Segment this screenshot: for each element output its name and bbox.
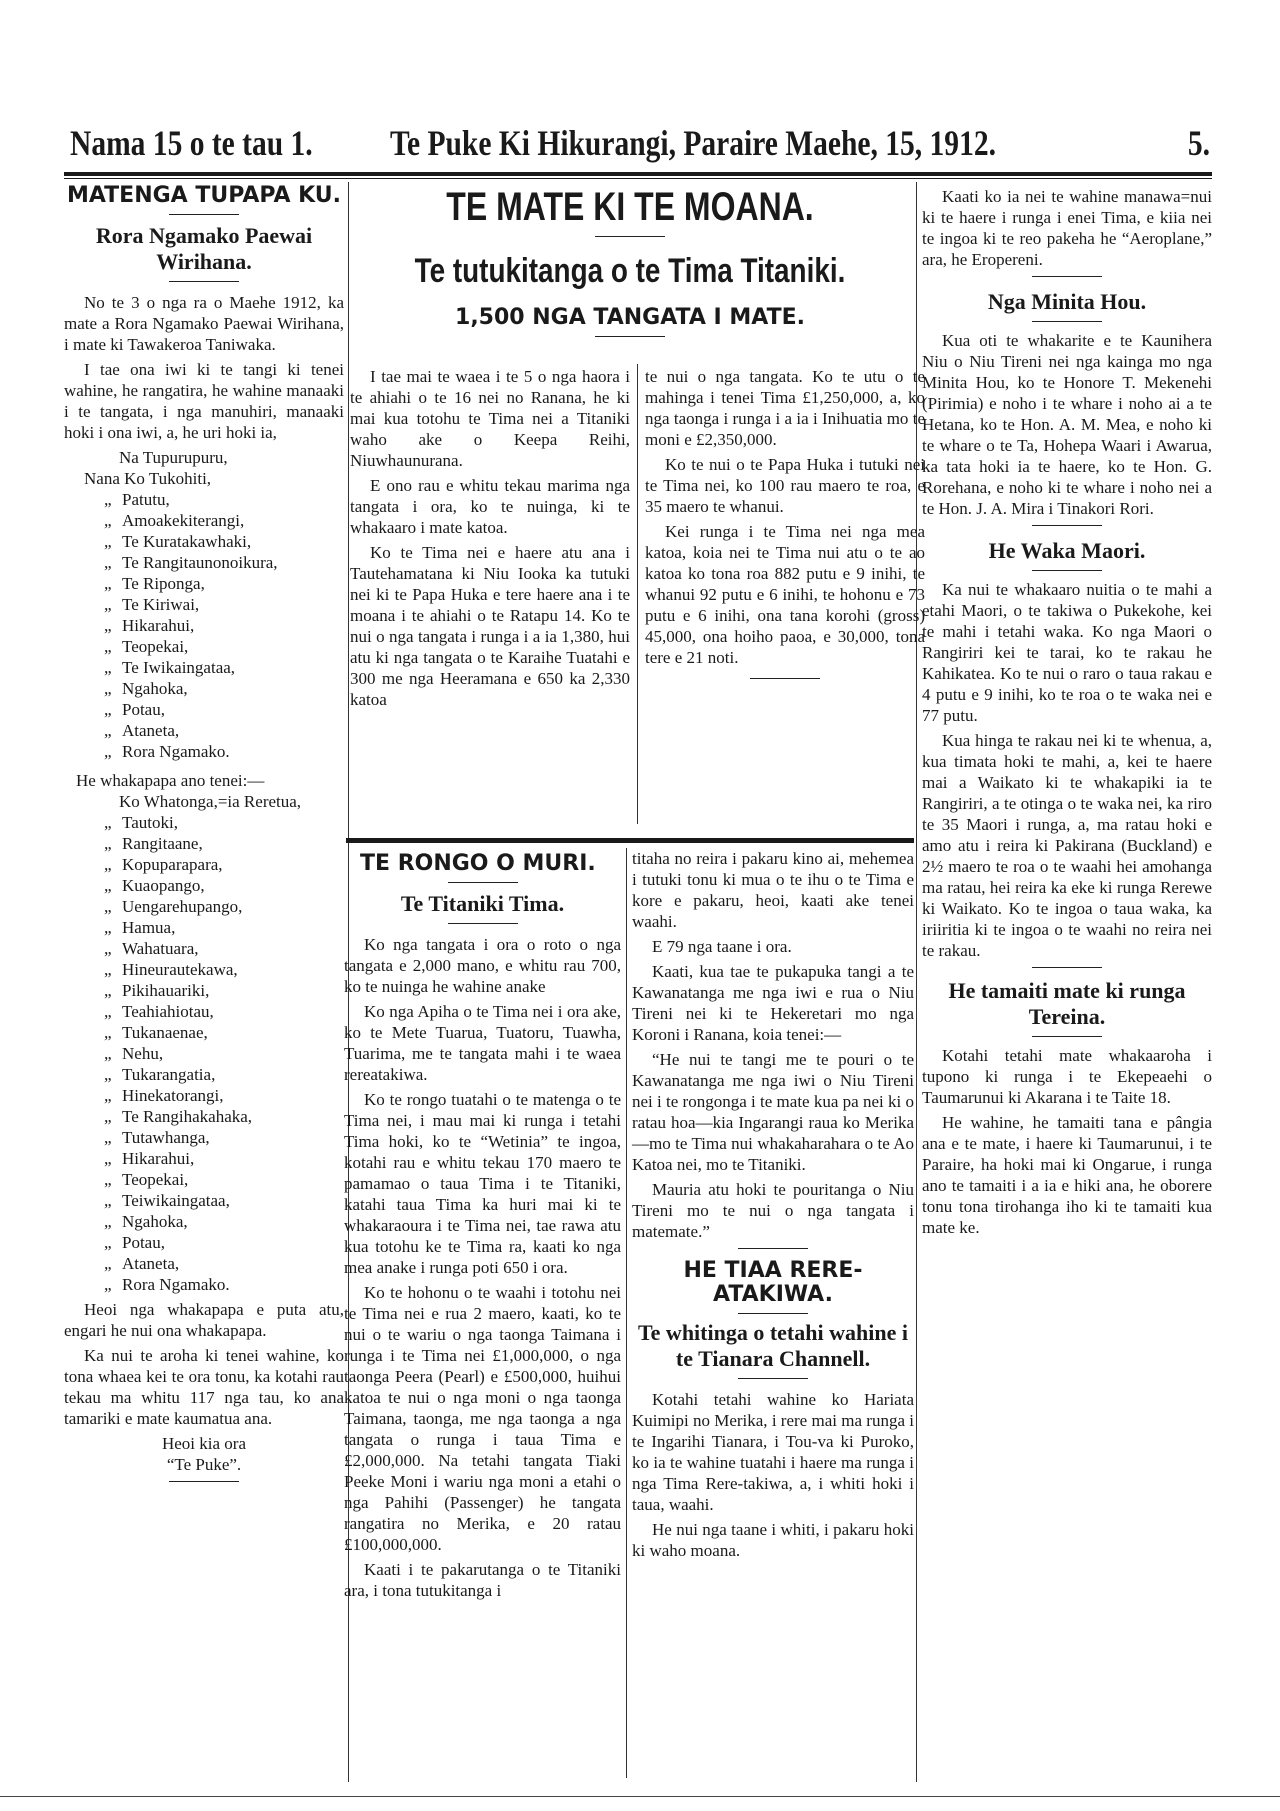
page-number: 5. bbox=[1187, 123, 1210, 163]
lineage-line bbox=[64, 1232, 344, 1253]
lineage-line bbox=[64, 980, 344, 1001]
lineage-line bbox=[64, 1253, 344, 1274]
ancestor-name: Teopekai, bbox=[122, 1170, 189, 1189]
te-rongo-column bbox=[344, 848, 621, 1605]
story-paragraph: Kua oti te whakarite e te Kaunihera Niu o Niu Tireni nei nga kainga mo nga Minita Hou, ko te Honore T. Mekenehi (Pirimia) e noho i te whare i noho ai a te Hetana, ko te Hon. A. M. Mea, e noho ki te whare o te Ta, Hohepa Waari i Awarua, ka tata hoki ia te haere, ko te Hon. G. Rorehana, e noho ki te whare i noho nei a te Hon. J. A. Mira i Tinakori Rori. bbox=[922, 331, 1212, 518]
ditto-mark: „ bbox=[104, 742, 112, 761]
he-tiaa-heading: HE TIAA RERE-ATAKIWA. bbox=[683, 1258, 863, 1307]
ditto-mark: „ bbox=[104, 876, 112, 895]
te-rongo-continued-column bbox=[632, 848, 914, 1565]
obituary-paragraph: No te 3 o nga ra o Maehe 1912, ka mate a Rora Ngamako Paewai Wirihana, i mate ki Tawakeroa Taniwaka. bbox=[64, 293, 344, 354]
story-paragraph: Kua hinga te rakau nei ki te whenua, a, kua timata hoki te mahi, a, kei te haere mai a Waikato ki te whakapiki ia te Rangiriri, a te otinga o te waka nei, ka riro te 35 Maori i runga, a, ma ratau hoki e amo atu i reira ki Pakirana (Buckland) e 2½ maero te roa o te waahi hei amohanga ma ratau, hei reira ka eke ki runga Rerewe ki Waikato. Ko te ingoa o taua waka, ka iriiritia ki te ingoa o te waahi no reira nei te rakau. bbox=[922, 731, 1212, 960]
story-paragraph: Kotahi tetahi wahine ko Hariata Kuimipi no Merika, i rere mai ma runga i te Ingarihi Tianara, i Tou-va ki Puroko, ko ia te wahine tuatahi i haere ma runga i nga Tima Rere-takiwa, a, i whiti hoki i taua, waahi. bbox=[632, 1390, 914, 1514]
ancestor-name: Teopekai, bbox=[122, 637, 189, 656]
lineage-line bbox=[64, 720, 344, 741]
lineage-line bbox=[64, 678, 344, 699]
ditto-mark: „ bbox=[104, 1086, 112, 1105]
lineage-line bbox=[64, 812, 344, 833]
story-paragraph: Ka nui te whakaaro nuitia o te mahi a etahi Maori, o te takiwa o Pukekohe, kei te mahi i tetahi waka. Ko nga Maori o Rangiriri kei te tarai, ko te rakau he Kahikatea. Ko te nui o raro o taua rakau e 4 putu e 9 inihi, ko te roa o te waka nei e 77 putu. bbox=[922, 580, 1212, 725]
newspaper-title-date: Te Puke Ki Hikurangi, Paraire Maehe, 15, 1912. bbox=[390, 123, 996, 163]
lineage-line bbox=[64, 636, 344, 657]
story-paragraph: E 79 nga taane i ora. bbox=[652, 937, 792, 956]
ditto-mark: „ bbox=[104, 490, 112, 509]
divider bbox=[738, 1378, 808, 1379]
ancestor-name: Hamua, bbox=[122, 918, 176, 937]
masthead-rule bbox=[64, 172, 1212, 176]
story-paragraph: Ko nga tangata i ora o roto o nga tangata e 2,000 mano, e whitu rau 700, ko te nuinga he wahine anake bbox=[344, 935, 621, 996]
lineage-line bbox=[64, 833, 344, 854]
lineage-line bbox=[64, 1085, 344, 1106]
ditto-mark: „ bbox=[104, 1170, 112, 1189]
minita-heading: Nga Minita Hou. bbox=[987, 289, 1147, 314]
obituary-subheading: Rora Ngamako Paewai Wirihana. bbox=[95, 223, 313, 274]
divider bbox=[1032, 321, 1102, 322]
divider bbox=[750, 678, 820, 679]
ditto-mark: „ bbox=[104, 595, 112, 614]
ancestor-name: Ngahoka, bbox=[122, 679, 188, 698]
ancestor-name: Rangitaane, bbox=[122, 834, 203, 853]
ancestor-name: Hikarahui, bbox=[122, 1149, 195, 1168]
tamaiti-heading: He tamaiti mate ki runga Tereina. bbox=[948, 978, 1186, 1029]
obituary-paragraph: Heoi nga whakapapa e puta atu, engari he nui ona whakapapa. bbox=[64, 1300, 344, 1340]
ancestor-name: Ngahoka, bbox=[122, 1212, 188, 1231]
ancestor-name: Uengarehupango, bbox=[122, 897, 243, 916]
lineage-line bbox=[64, 552, 344, 573]
lineage-line bbox=[64, 938, 344, 959]
ditto-mark: „ bbox=[104, 1128, 112, 1147]
divider bbox=[448, 923, 518, 924]
lineage-line bbox=[64, 657, 344, 678]
ditto-mark: „ bbox=[104, 855, 112, 874]
ditto-mark: „ bbox=[104, 918, 112, 937]
lineage-line bbox=[64, 510, 344, 531]
lineage-line bbox=[64, 489, 344, 510]
masthead-rule-thin bbox=[64, 178, 1212, 179]
ditto-mark: „ bbox=[104, 553, 112, 572]
lineage-line bbox=[64, 1211, 344, 1232]
main-story-header bbox=[350, 184, 910, 343]
divider bbox=[169, 281, 239, 282]
ditto-mark: „ bbox=[104, 1275, 112, 1294]
ditto-mark: „ bbox=[104, 679, 112, 698]
lineage-line bbox=[64, 1148, 344, 1169]
ancestor-name: Potau, bbox=[122, 1233, 165, 1252]
column-rule-2 bbox=[637, 364, 638, 824]
ditto-mark: „ bbox=[104, 700, 112, 719]
section-rule bbox=[346, 838, 914, 843]
obituary-heading: MATENGA TUPAPA KU. bbox=[66, 183, 342, 208]
lineage-line bbox=[64, 1022, 344, 1043]
divider bbox=[448, 882, 518, 883]
ditto-mark: „ bbox=[104, 1212, 112, 1231]
main-story-col-1 bbox=[350, 366, 630, 714]
lineage-line: Na Tupurupuru, bbox=[119, 448, 228, 467]
waka-heading: He Waka Maori. bbox=[988, 538, 1146, 563]
lineage-line: Nana Ko Tukohiti, bbox=[84, 469, 212, 488]
divider bbox=[738, 1248, 808, 1249]
ancestor-name: Teahiahiotau, bbox=[122, 1002, 214, 1021]
lineage-line bbox=[64, 959, 344, 980]
ancestor-name: Amoakekiterangi, bbox=[122, 511, 245, 530]
story-paragraph: Ko nga Apiha o te Tima nei i ora ake, ko te Mete Tuarua, Tuatoru, Tuawha, Tuarima, me te tangata mahi i te waea rereatakiwa. bbox=[344, 1002, 621, 1084]
ditto-mark: „ bbox=[104, 511, 112, 530]
divider bbox=[169, 214, 239, 215]
main-story-col-2 bbox=[645, 366, 925, 685]
lineage-line bbox=[64, 615, 344, 636]
lineage-line bbox=[64, 1274, 344, 1295]
ditto-mark: „ bbox=[104, 532, 112, 551]
divider bbox=[1032, 525, 1102, 526]
ditto-mark: „ bbox=[104, 658, 112, 677]
ancestor-name: Tukanaenae, bbox=[122, 1023, 208, 1042]
signoff: Heoi kia ora bbox=[161, 1434, 247, 1453]
ancestor-name: Te Riponga, bbox=[122, 574, 205, 593]
story-paragraph: He nui nga taane i whiti, i pakaru hoki ki waho moana. bbox=[632, 1520, 914, 1560]
divider bbox=[1032, 1036, 1102, 1037]
column-right bbox=[922, 186, 1212, 1242]
story-paragraph: He wahine, he tamaiti tana e pângia ana e te mate, i haere ki Taumarunui, i te Paraire, ha hoki mai ki Ongarue, i runga ano te tamaiti i a ia e hiki ana, he oborere tonu tona tirohanga iho ki te tamaiti kua mate ke. bbox=[922, 1113, 1212, 1237]
ditto-mark: „ bbox=[104, 939, 112, 958]
story-paragraph: Kotahi tetahi mate whakaaroha i tupono ki runga i te Ekepeaehi o Taumarunui ki Akarana i te Taite 18. bbox=[922, 1046, 1212, 1107]
ditto-mark: „ bbox=[104, 897, 112, 916]
lineage-line bbox=[64, 854, 344, 875]
lineage-line bbox=[64, 531, 344, 552]
lineage-line bbox=[64, 1001, 344, 1022]
story-paragraph: Ko te nui o te Papa Huka i tutuki nei te Tima nei, ko 100 rau maero te roa, e 35 maero te whanui. bbox=[645, 455, 925, 516]
ancestor-name: Kuaopango, bbox=[122, 876, 205, 895]
lineage-line bbox=[64, 741, 344, 762]
ancestor-name: Rora Ngamako. bbox=[122, 1275, 230, 1294]
lineage-list-1 bbox=[64, 489, 344, 762]
story-paragraph: titaha no reira i pakaru kino ai, mehemea i tutuki tonu ki mua o te ihu o te Tima e kore e pakaru, heoi, kaati ake tenei waahi. bbox=[632, 849, 914, 931]
ditto-mark: „ bbox=[104, 1107, 112, 1126]
ditto-mark: „ bbox=[104, 1002, 112, 1021]
lineage-line bbox=[64, 1190, 344, 1211]
lineage-line bbox=[64, 917, 344, 938]
issue-number: Nama 15 o te tau 1. bbox=[70, 123, 313, 163]
story-paragraph: Kaati i te pakarutanga o te Titaniki ara, i tona tutukitanga i bbox=[344, 1560, 621, 1600]
ancestor-name: Hinekatorangi, bbox=[122, 1086, 224, 1105]
ditto-mark: „ bbox=[104, 1044, 112, 1063]
ditto-mark: „ bbox=[104, 960, 112, 979]
main-deck: 1,500 NGA TANGATA I MATE. bbox=[455, 305, 805, 330]
lineage-line bbox=[64, 573, 344, 594]
ancestor-name: Ataneta, bbox=[122, 721, 180, 740]
column-rule-3 bbox=[626, 848, 627, 1778]
divider bbox=[738, 1313, 808, 1314]
he-tiaa-subheading: Te whitinga o tetahi wahine i te Tianara Channell. bbox=[638, 1320, 908, 1371]
ditto-mark: „ bbox=[104, 813, 112, 832]
lineage-line bbox=[64, 1043, 344, 1064]
ancestor-name: Nehu, bbox=[122, 1044, 164, 1063]
lineage-line bbox=[64, 875, 344, 896]
ancestor-name: Teiwikaingataa, bbox=[122, 1191, 230, 1210]
ditto-mark: „ bbox=[104, 1233, 112, 1252]
ancestor-name: Te Rangitaunonoikura, bbox=[122, 553, 278, 572]
lineage-line bbox=[64, 896, 344, 917]
ancestor-name: Tutawhanga, bbox=[122, 1128, 210, 1147]
lineage-line bbox=[64, 1127, 344, 1148]
ditto-mark: „ bbox=[104, 834, 112, 853]
ditto-mark: „ bbox=[104, 616, 112, 635]
ditto-mark: „ bbox=[104, 1149, 112, 1168]
main-headline: TE MATE KI TE MOANA. bbox=[446, 185, 814, 229]
divider bbox=[169, 1481, 239, 1482]
ancestor-name: Pikihauariki, bbox=[122, 981, 210, 1000]
story-paragraph: Mauria atu hoki te pouritanga o Niu Tireni mo te nui o nga tangata i matemate.” bbox=[632, 1180, 914, 1241]
ditto-mark: „ bbox=[104, 574, 112, 593]
ancestor-name: Te Kuratakawhaki, bbox=[122, 532, 252, 551]
obituary-paragraph: Ka nui te aroha ki tenei wahine, ko tona whaea kei te ora tonu, ka kotahi rau tekau ma whitu 117 nga tau, ko ana tamariki e mate kaumatua ana. bbox=[64, 1346, 344, 1428]
ditto-mark: „ bbox=[104, 1023, 112, 1042]
divider bbox=[1032, 570, 1102, 571]
te-rongo-heading: TE RONGO O MURI. bbox=[360, 851, 596, 876]
story-paragraph: Kaati, kua tae te pukapuka tangi a te Kawanatanga me nga iwi e rua o Niu Tireni nei ki te Hekeretari mo nga Koroni i Ranana, koia tenei:— bbox=[632, 962, 914, 1044]
column-obituary bbox=[64, 184, 344, 1488]
ancestor-name: Te Iwikaingataa, bbox=[122, 658, 236, 677]
ancestor-name: Ataneta, bbox=[122, 1254, 180, 1273]
lineage-line bbox=[64, 1064, 344, 1085]
ditto-mark: „ bbox=[104, 981, 112, 1000]
te-rongo-subheading: Te Titaniki Tima. bbox=[400, 891, 565, 916]
signoff-name: “Te Puke”. bbox=[166, 1455, 242, 1474]
ditto-mark: „ bbox=[104, 1191, 112, 1210]
divider bbox=[1032, 276, 1102, 277]
ancestor-name: Hikarahui, bbox=[122, 616, 195, 635]
ancestor-name: Wahatuara, bbox=[122, 939, 199, 958]
ancestor-name: Te Rangihakahaka, bbox=[122, 1107, 253, 1126]
ancestor-name: Kopuparapara, bbox=[122, 855, 223, 874]
story-paragraph: Kaati ko ia nei te wahine manawa=nui ki te haere i runga i enei Tima, e kiia nei te ingoa ki te reo pakeha he “Aeroplane,” ara, he Eropereni. bbox=[922, 187, 1212, 269]
ditto-mark: „ bbox=[104, 637, 112, 656]
ditto-mark: „ bbox=[104, 721, 112, 740]
whakapapa-intro: He whakapapa ano tenei:— bbox=[76, 771, 265, 790]
story-paragraph: Ko te Tima nei e haere atu ana i Tautehamatana ki Niu Iooka ka tutuki nei ki te Papa Huka e tere haere ana i te moana i te ahiahi o te Ratapu 14. Ko te nui o nga tangata i runga i a ia 1,380, hui atu ki nga tangata o te Karaihe Tuatahi e 300 me nga Heeramana e 650 ka 2,330 katoa bbox=[350, 543, 630, 709]
ditto-mark: „ bbox=[104, 1254, 112, 1273]
ancestor-name: Patutu, bbox=[122, 490, 170, 509]
story-paragraph: te nui o nga tangata. Ko te utu o te mahinga i tenei Tima £1,250,000, a, ko nga taonga i runga i a ia i Inihuatia mo te moni e £2,350,000. bbox=[645, 367, 925, 449]
lineage-line bbox=[64, 594, 344, 615]
divider bbox=[1032, 967, 1102, 968]
story-paragraph: Ko te rongo tuatahi o te matenga o te Tima nei, i mau mai ki runga i tetahi Tima hoki, ko te “Wetinia” te ingoa, kotahi rau e whitu tekau 170 maero te pamamao o taua Tima i te Titaniki, katahi taua Tima ka huri mai ki te whakaraoura i te Tima nei, tae rawa atu kua totohu ke te Tima ra, kaati ko nga mea anake i runga poti 650 i ora. bbox=[344, 1090, 621, 1277]
story-paragraph: Ko te hohonu o te waahi i totohu nei te Tima nei e rua 2 maero, kaati, ko te nui o te wariu o nga taonga Taimana i runga i te Tima nei £1,000,000, o nga taonga Peera (Pearl) e £500,000, huihui katoa te nui o nga moni o nga taonga Taimana, taonga, me nga taonga a nga tangata o runga i taua Tima e £2,000,000. Na tetahi tangata Tiaki Peeke Moni i wariu nga moni a etahi o nga Pahihi (Passenger) he tangata rangatira no Merika, e 20 ratau £100,000,000. bbox=[344, 1283, 621, 1554]
main-subheadline: Te tutukitanga o te Tima Titaniki. bbox=[414, 252, 846, 290]
ditto-mark: „ bbox=[104, 1065, 112, 1084]
story-paragraph: Kei runga i te Tima nei nga mea katoa, koia nei te Tima nui atu o te ao katoa ko tona roa 882 putu e 9 inihi, te whanui 92 putu e 6 inihi, te hohonu e 73 putu e 6 inihi, ona tana korohi (gross) 45,000, ona hoiho paoa, e 30,000, tona tere e 21 noti. bbox=[645, 522, 925, 667]
whatonga-line: Ko Whatonga,=ia Reretua, bbox=[119, 792, 302, 811]
obituary-paragraph: I tae ona iwi ki te tangi ki tenei wahine, he rangatira, he wahine manaaki i te tangata, i nga manuhiri, manaaki hoki i ona iwi, a, he uri hoki ia, bbox=[64, 360, 344, 442]
lineage-line bbox=[64, 1106, 344, 1127]
ancestor-name: Tautoki, bbox=[122, 813, 178, 832]
page-bottom-rule bbox=[0, 1796, 1280, 1797]
story-paragraph: E ono rau e whitu tekau marima nga tangata i ora, ko te nuinga, ki te whakaaro i mate katoa. bbox=[350, 476, 630, 537]
story-paragraph: I tae mai te waea i te 5 o nga haora i te ahiahi o te 16 nei no Ranana, he ki mai kua totohu te Tima nei a Titaniki waho ake o Keepa Reihi, Niuwhaunurana. bbox=[350, 367, 630, 470]
lineage-line bbox=[64, 699, 344, 720]
lineage-line bbox=[64, 1169, 344, 1190]
masthead bbox=[70, 122, 1210, 172]
ancestor-name: Potau, bbox=[122, 700, 165, 719]
lineage-list-2 bbox=[64, 812, 344, 1295]
divider bbox=[595, 236, 665, 237]
ancestor-name: Rora Ngamako. bbox=[122, 742, 230, 761]
ancestor-name: Hineurautekawa, bbox=[122, 960, 238, 979]
ancestor-name: Te Kiriwai, bbox=[122, 595, 200, 614]
divider bbox=[595, 336, 665, 337]
ancestor-name: Tukarangatia, bbox=[122, 1065, 216, 1084]
story-paragraph: “He nui te tangi me te pouri o te Kawanatanga me nga iwi o Niu Tireni nei i te rongonga i te mate kua pa nei ki o ratau hoa—kia Ingarangi raua ko Merika—mo te Tima nui whakaharahara o te Ao Katoa nei, mo te Titaniki. bbox=[632, 1050, 914, 1174]
